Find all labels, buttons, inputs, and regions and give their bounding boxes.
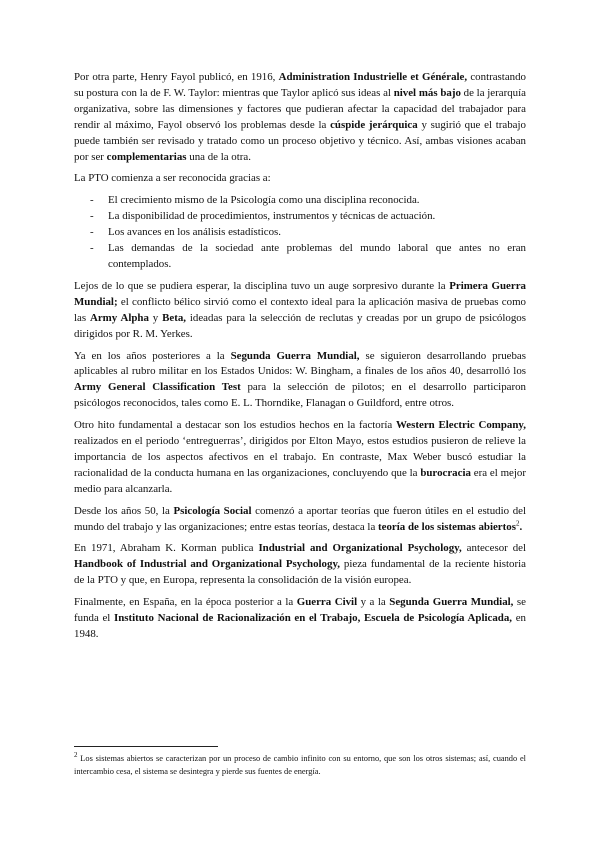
bold-run: Segunda Guerra Mundial,: [230, 349, 360, 362]
dash-bullet: -: [90, 194, 94, 207]
list-item-text: La disponibilidad de procedimientos, instrumentos y técnicas de actuación.: [108, 210, 436, 223]
bold-run: Army General Classification Test: [74, 381, 241, 394]
text-run: antecesor del: [461, 542, 527, 555]
text-run: era el mejor medio para alcanzarla.: [74, 466, 526, 495]
footnote-marker: 2: [74, 751, 78, 760]
text-run: Ya en los años posteriores a la: [74, 349, 231, 362]
bold-run: Handbook of Industrial and Organizational Psychology,: [74, 558, 341, 571]
text-run: realizados en el periodo ‘entreguerras’, dirigidos por Elton Mayo, estos estudios pusieron de relieve la importancia de los aspectos afectivos en el trabajo. En contraste, Max Weber buscó estudiar la racionalidad de la conducta humana en las organizaciones, concluyendo que la: [74, 435, 526, 479]
bold-run: .: [519, 520, 523, 533]
document-body: [74, 70, 526, 649]
list-item: [74, 209, 526, 225]
footnote: [74, 752, 526, 778]
paragraph-pto-intro: [74, 171, 526, 187]
footnote-reference[interactable]: 2: [515, 518, 520, 527]
footnote-text: Los sistemas abiertos se caracterizan por un proceso de cambio infinito con su entorno, que son los otros sistemas; así, cuando el intercambio cesa, el sistema se desintegra y pierde sus fuentes de energía.: [74, 754, 526, 776]
text-run: Desde los años 50, la: [74, 504, 174, 517]
text-run: La PTO comienza a ser reconocida gracias a:: [74, 172, 271, 185]
text-run: para la selección de pilotos; en el desarrollo participaron psicólogos reconocidos, tales como E. L. Thorndike, Flanagan o Guildford, entre otros.: [74, 381, 527, 410]
text-run: se funda el: [74, 596, 526, 625]
paragraph-korman: [74, 541, 526, 589]
bold-run: Army Alpha: [89, 311, 149, 324]
text-run: y a la: [357, 596, 390, 609]
bold-run: Segunda Guerra Mundial,: [389, 596, 514, 609]
dash-bullet: -: [90, 210, 94, 223]
bold-run: Instituto Nacional de Racionalización en el Trabajo, Escuela de Psicología Aplicada,: [113, 612, 513, 625]
text-run: pieza fundamental de la reciente historia de la PTO y que, en Europa, representa la consolidación de la visión europea.: [74, 558, 526, 587]
list-item: [74, 225, 526, 241]
dash-bullet: -: [90, 226, 94, 239]
bold-run: teoría de los sistemas abiertos: [378, 520, 516, 533]
paragraph-fayol: [74, 70, 526, 165]
text-run: el conflicto bélico sirvió como el contexto ideal para la aplicación masiva de pruebas como las: [74, 295, 526, 324]
bullet-list: [74, 193, 526, 273]
bold-run: Psicología Social: [173, 504, 252, 517]
text-run: comenzó a aportar teorías que fueron útiles en el estudio del mundo del trabajo y las organizaciones; entre estas teorías, destaca la: [74, 504, 526, 533]
bold-run: Primera Guerra Mundial;: [74, 279, 526, 308]
text-run: y: [148, 311, 163, 324]
paragraph-first-world-war: [74, 279, 526, 343]
paragraph-spain: [74, 595, 526, 643]
bold-run: burocracia: [420, 466, 471, 479]
text-run: una de la otra.: [186, 150, 251, 163]
text-run: Otro hito fundamental a destacar son los estudios hechos en la factoría: [74, 419, 396, 432]
bold-run: Western Electric Company,: [396, 419, 526, 432]
text-run: Finalmente, en España, en la época posterior a la: [74, 596, 297, 609]
text-run: y sugirió que el trabajo puede también ser revisado y tratado como un proceso objetivo y técnico. Así, ambas visiones acaban por ser: [74, 118, 526, 163]
bold-run: cúspide jerárquica: [330, 118, 418, 131]
list-item-text: Los avances en los análisis estadísticos.: [108, 226, 282, 239]
list-item: [74, 241, 526, 273]
text-run: Por otra parte, Henry Fayol publicó, en 1916,: [74, 71, 279, 83]
footnote-separator: [74, 746, 218, 747]
bold-run: Guerra Civil: [296, 596, 358, 609]
text-run: de la jerarquía organizativa, sobre las dimensiones y factores que pudieran afectar la capacidad del trabajador para rendir al máximo, Fayol observó los problemas desde la: [74, 86, 526, 131]
bold-run: Administration Industrielle et Générale,: [278, 71, 468, 83]
bold-run: Industrial and Organizational Psychology,: [258, 542, 462, 555]
paragraph-western-electric: [74, 418, 526, 498]
paragraph-social-psychology: [74, 504, 526, 536]
bold-run: complementarias: [106, 150, 187, 163]
text-run: ideadas para la selección de reclutas y creadas por un grupo de psicólogos dirigidos por R. M. Yerkes.: [74, 311, 526, 340]
paragraph-second-world-war: [74, 349, 526, 413]
list-item-text: Las demandas de la sociedad ante problemas del mundo laboral que antes no eran contemplados.: [108, 242, 526, 270]
text-run: contrastando su postura con la de F. W. Taylor: mientras que Taylor aplicó sus ideas al: [74, 71, 526, 99]
list-item-text: El crecimiento mismo de la Psicología como una disciplina reconocida.: [108, 194, 420, 207]
text-run: se siguieron desarrollando pruebas aplicables al rubro militar en los Estados Unidos: W. Bingham, a finales de los años 40, desarrolló los: [74, 349, 526, 378]
list-item: [74, 193, 526, 209]
text-run: Lejos de lo que se pudiera esperar, la disciplina tuvo un auge sorpresivo durante la: [74, 279, 450, 292]
text-run: en 1948.: [74, 612, 526, 640]
bold-run: nivel más bajo: [393, 86, 461, 99]
text-run: En 1971, Abraham K. Korman publica: [74, 542, 259, 555]
dash-bullet: -: [90, 242, 94, 255]
bold-run: Beta,: [162, 311, 186, 324]
